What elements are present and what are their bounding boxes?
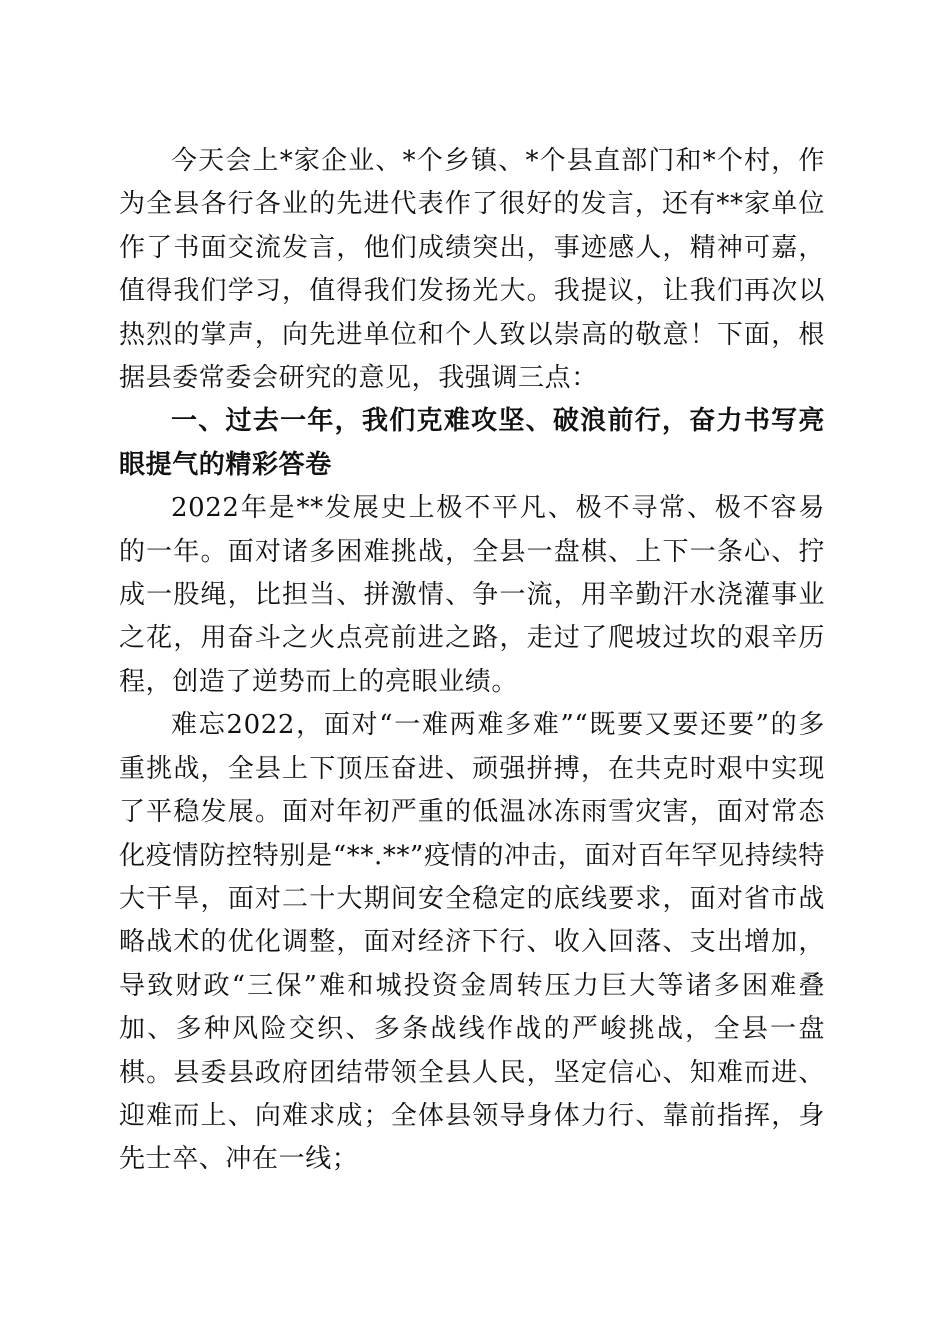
paragraph-challenges: 难忘2022，面对“一难两难多难”“既要又要还要”的多重挑战，全县上下顶压奋进、顽强拼搏，在共克时艰中实现了平稳发展。面对年初严重的低温冰冻雨雪灾害，面对常态化疫情防控特别是“**.**”疫情的冲击，面对百年罕见持续特大干旱，面对二十大期间安全稳定的底线要求，面对省市战略战术的优化调整，面对经济下行、收入回落、支出增加，导致财政“三保”难和城投资金周转压力巨大等诸多困难叠加、多种风险交织、多条战线作战的严峻挑战，全县一盘棋。县委县政府团结带领全县人民，坚定信心、知难而进、迎难而上、向难求成；全体县领导身体力行、靠前指挥，身先士卒、冲在一线； [119,710,825,1175]
document-body [119,140,825,1182]
paragraph-2022-summary: 2022年是**发展史上极不平凡、极不寻常、极不容易的一年。面对诸多困难挑战，全县一盘棋、上下一条心、拧成一股绳，比担当、拼激情、争一流，用辛勤汗水浇灌事业之花，用奋斗之火点亮前进之路，走过了爬坡过坎的艰辛历程，创造了逆势而上的亮眼业绩。 [119,493,825,697]
section-heading-one: 一、过去一年，我们克难攻坚、破浪前行，奋力书写亮眼提气的精彩答卷 [119,406,825,480]
paragraph-intro: 今天会上*家企业、*个乡镇、*个县直部门和*个村，作为全县各行各业的先进代表作了很好的发言，还有**家单位作了书面交流发言，他们成绩突出，事迹感人，精神可嘉，值得我们学习，值得我们发扬光大。我提议，让我们再次以热烈的掌声，向先进单位和个人致以崇高的敬意！下面，根据县委常委会研究的意见，我强调三点： [119,146,825,394]
